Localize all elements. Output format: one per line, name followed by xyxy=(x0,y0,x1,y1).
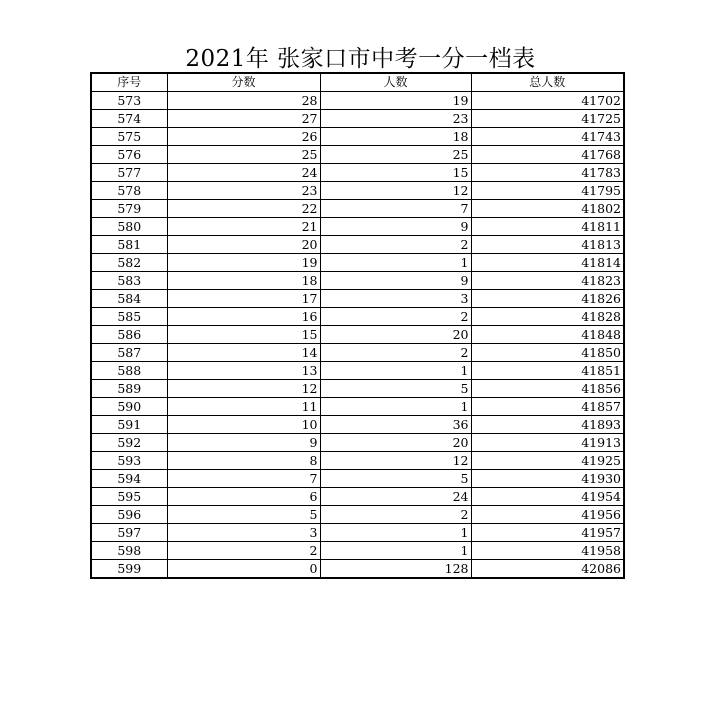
cell-index: 580 xyxy=(91,218,167,236)
table-row xyxy=(91,452,624,470)
table-row xyxy=(91,146,624,164)
cell-index: 577 xyxy=(91,164,167,182)
table-row xyxy=(91,92,624,110)
cell-score: 25 xyxy=(167,146,320,164)
cell-cumulative: 41795 xyxy=(471,182,624,200)
table-row xyxy=(91,272,624,290)
cell-index: 592 xyxy=(91,434,167,452)
cell-index: 579 xyxy=(91,200,167,218)
cell-index: 585 xyxy=(91,308,167,326)
cell-score: 13 xyxy=(167,362,320,380)
cell-score: 21 xyxy=(167,218,320,236)
cell-score: 9 xyxy=(167,434,320,452)
cell-cumulative: 41957 xyxy=(471,524,624,542)
cell-cumulative: 41802 xyxy=(471,200,624,218)
cell-count: 20 xyxy=(320,434,471,452)
cell-cumulative: 41925 xyxy=(471,452,624,470)
score-table xyxy=(90,72,625,579)
cell-score: 5 xyxy=(167,506,320,524)
table-row xyxy=(91,542,624,560)
cell-score: 24 xyxy=(167,164,320,182)
cell-score: 15 xyxy=(167,326,320,344)
cell-index: 578 xyxy=(91,182,167,200)
cell-count: 1 xyxy=(320,398,471,416)
table-row xyxy=(91,362,624,380)
cell-cumulative: 41954 xyxy=(471,488,624,506)
page-title: 2021年 张家口市中考一分一档表 xyxy=(185,46,536,72)
cell-index: 573 xyxy=(91,92,167,110)
cell-score: 12 xyxy=(167,380,320,398)
cell-index: 574 xyxy=(91,110,167,128)
cell-cumulative: 41851 xyxy=(471,362,624,380)
table-row xyxy=(91,290,624,308)
table-row xyxy=(91,182,624,200)
cell-count: 1 xyxy=(320,254,471,272)
cell-score: 26 xyxy=(167,128,320,146)
cell-score: 7 xyxy=(167,470,320,488)
table-row xyxy=(91,380,624,398)
cell-cumulative: 41814 xyxy=(471,254,624,272)
table-row xyxy=(91,470,624,488)
cell-cumulative: 41783 xyxy=(471,164,624,182)
cell-count: 7 xyxy=(320,200,471,218)
cell-count: 25 xyxy=(320,146,471,164)
cell-count: 2 xyxy=(320,506,471,524)
table-row xyxy=(91,218,624,236)
cell-index: 589 xyxy=(91,380,167,398)
cell-index: 575 xyxy=(91,128,167,146)
cell-count: 1 xyxy=(320,362,471,380)
cell-cumulative: 41826 xyxy=(471,290,624,308)
column-header-score: 分数 xyxy=(167,73,320,92)
column-header-cumulative: 总人数 xyxy=(471,73,624,92)
cell-count: 1 xyxy=(320,542,471,560)
table-body xyxy=(91,92,624,579)
table-row xyxy=(91,164,624,182)
cell-index: 598 xyxy=(91,542,167,560)
cell-index: 588 xyxy=(91,362,167,380)
cell-score: 10 xyxy=(167,416,320,434)
cell-count: 12 xyxy=(320,182,471,200)
cell-count: 3 xyxy=(320,290,471,308)
table-row xyxy=(91,236,624,254)
cell-count: 9 xyxy=(320,218,471,236)
cell-index: 597 xyxy=(91,524,167,542)
cell-cumulative: 41857 xyxy=(471,398,624,416)
cell-index: 590 xyxy=(91,398,167,416)
cell-score: 22 xyxy=(167,200,320,218)
table-row xyxy=(91,506,624,524)
cell-score: 28 xyxy=(167,92,320,110)
cell-cumulative: 41913 xyxy=(471,434,624,452)
cell-index: 584 xyxy=(91,290,167,308)
cell-count: 24 xyxy=(320,488,471,506)
cell-cumulative: 41813 xyxy=(471,236,624,254)
cell-cumulative: 41848 xyxy=(471,326,624,344)
cell-index: 581 xyxy=(91,236,167,254)
cell-index: 583 xyxy=(91,272,167,290)
cell-count: 5 xyxy=(320,470,471,488)
cell-count: 20 xyxy=(320,326,471,344)
table-row xyxy=(91,416,624,434)
cell-cumulative: 41768 xyxy=(471,146,624,164)
cell-count: 2 xyxy=(320,344,471,362)
table-row xyxy=(91,308,624,326)
cell-count: 9 xyxy=(320,272,471,290)
cell-count: 23 xyxy=(320,110,471,128)
cell-cumulative: 41823 xyxy=(471,272,624,290)
cell-score: 19 xyxy=(167,254,320,272)
table-row xyxy=(91,488,624,506)
cell-cumulative: 41743 xyxy=(471,128,624,146)
cell-index: 596 xyxy=(91,506,167,524)
cell-cumulative: 41893 xyxy=(471,416,624,434)
cell-score: 16 xyxy=(167,308,320,326)
cell-score: 17 xyxy=(167,290,320,308)
cell-cumulative: 41725 xyxy=(471,110,624,128)
cell-score: 11 xyxy=(167,398,320,416)
cell-count: 1 xyxy=(320,524,471,542)
cell-index: 586 xyxy=(91,326,167,344)
cell-count: 5 xyxy=(320,380,471,398)
column-header-index: 序号 xyxy=(91,73,167,92)
cell-cumulative: 41956 xyxy=(471,506,624,524)
cell-index: 587 xyxy=(91,344,167,362)
cell-index: 595 xyxy=(91,488,167,506)
cell-score: 0 xyxy=(167,560,320,579)
cell-index: 576 xyxy=(91,146,167,164)
cell-cumulative: 41811 xyxy=(471,218,624,236)
cell-cumulative: 41856 xyxy=(471,380,624,398)
cell-cumulative: 41828 xyxy=(471,308,624,326)
table-row xyxy=(91,398,624,416)
cell-index: 594 xyxy=(91,470,167,488)
table-row xyxy=(91,344,624,362)
cell-score: 27 xyxy=(167,110,320,128)
cell-score: 18 xyxy=(167,272,320,290)
cell-index: 591 xyxy=(91,416,167,434)
cell-index: 599 xyxy=(91,560,167,579)
cell-count: 18 xyxy=(320,128,471,146)
cell-count: 12 xyxy=(320,452,471,470)
cell-cumulative: 41958 xyxy=(471,542,624,560)
cell-count: 15 xyxy=(320,164,471,182)
column-header-count: 人数 xyxy=(320,73,471,92)
cell-count: 2 xyxy=(320,236,471,254)
cell-score: 20 xyxy=(167,236,320,254)
cell-cumulative: 41702 xyxy=(471,92,624,110)
cell-score: 3 xyxy=(167,524,320,542)
cell-index: 582 xyxy=(91,254,167,272)
cell-count: 19 xyxy=(320,92,471,110)
cell-cumulative: 42086 xyxy=(471,560,624,579)
table-row xyxy=(91,560,624,579)
cell-score: 14 xyxy=(167,344,320,362)
table-row xyxy=(91,434,624,452)
cell-cumulative: 41930 xyxy=(471,470,624,488)
cell-score: 8 xyxy=(167,452,320,470)
cell-count: 128 xyxy=(320,560,471,579)
cell-score: 6 xyxy=(167,488,320,506)
cell-count: 36 xyxy=(320,416,471,434)
table-header-row xyxy=(91,73,624,92)
cell-score: 23 xyxy=(167,182,320,200)
table-row xyxy=(91,200,624,218)
table-row xyxy=(91,326,624,344)
cell-cumulative: 41850 xyxy=(471,344,624,362)
cell-index: 593 xyxy=(91,452,167,470)
table-row xyxy=(91,128,624,146)
table-row xyxy=(91,524,624,542)
table-row xyxy=(91,254,624,272)
table-row xyxy=(91,110,624,128)
cell-score: 2 xyxy=(167,542,320,560)
cell-count: 2 xyxy=(320,308,471,326)
